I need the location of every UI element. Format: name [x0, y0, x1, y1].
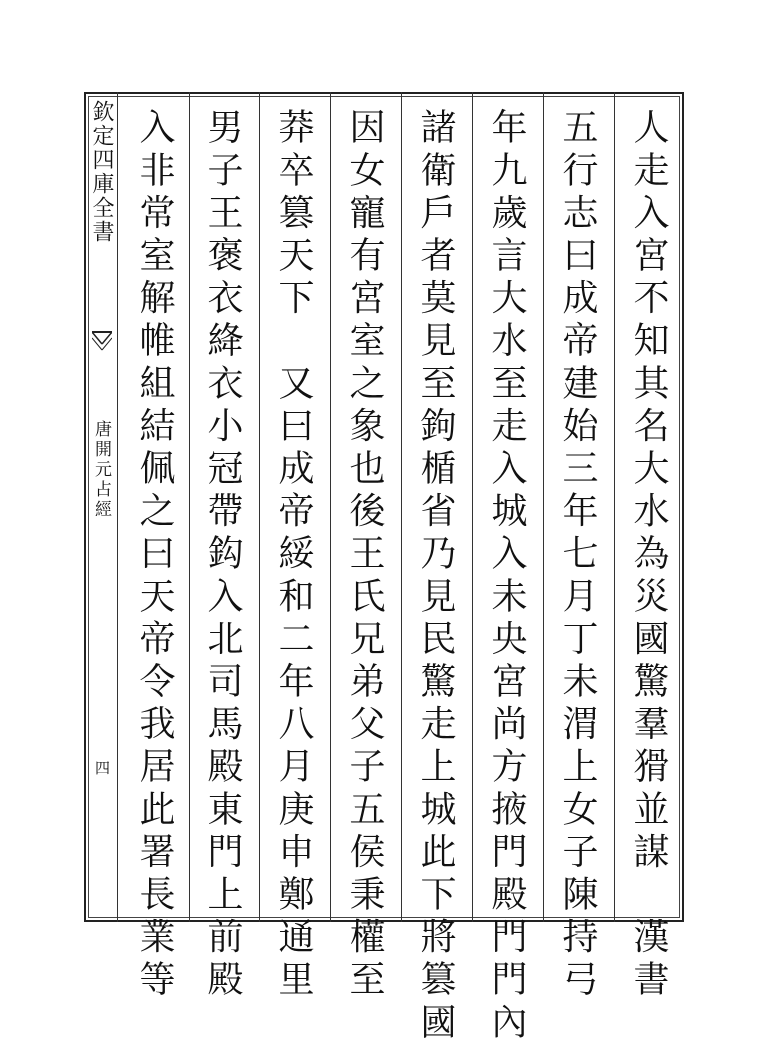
- text-column-7: 男子王褒衣絳衣小冠帶鈎入北司馬殿東門上前殿: [202, 108, 243, 1003]
- column-rule: [614, 92, 615, 922]
- column-rule: [259, 92, 260, 922]
- column-rule: [472, 92, 473, 922]
- text-column-8: 入非常室解帷組結佩之曰天帝令我居此署長業等: [134, 108, 175, 1003]
- column-rule: [543, 92, 544, 922]
- text-column-1: 人走入宮不知其名大水為災國驚羣猾並謀 漢書: [628, 108, 669, 1003]
- margin-page-number: 四: [93, 760, 111, 775]
- text-column-3: 年九歲言大水至走入城入未央宮尚方掖門殿門門內: [486, 108, 527, 1045]
- margin-book-title: 唐開元占經: [91, 420, 111, 520]
- margin-collection-title: 欽定四庫全書: [89, 100, 114, 244]
- column-rule: [189, 92, 190, 922]
- fish-tail-mark: [92, 330, 112, 362]
- text-column-2: 五行志曰成帝建始三年七月丁未渭上女子陳持弓: [557, 108, 598, 1003]
- column-rule: [330, 92, 331, 922]
- text-column-5: 因女寵有宮室之象也後王氏兄弟父子五侯秉權至: [344, 108, 385, 1003]
- text-column-6: 莽卒篡天下 又曰成帝綏和二年八月庚申鄭通里: [273, 108, 314, 1003]
- text-column-4: 諸衛戶者莫見至鉤楯省乃見民驚走上城此下將篡國: [415, 108, 456, 1045]
- column-rule: [401, 92, 402, 922]
